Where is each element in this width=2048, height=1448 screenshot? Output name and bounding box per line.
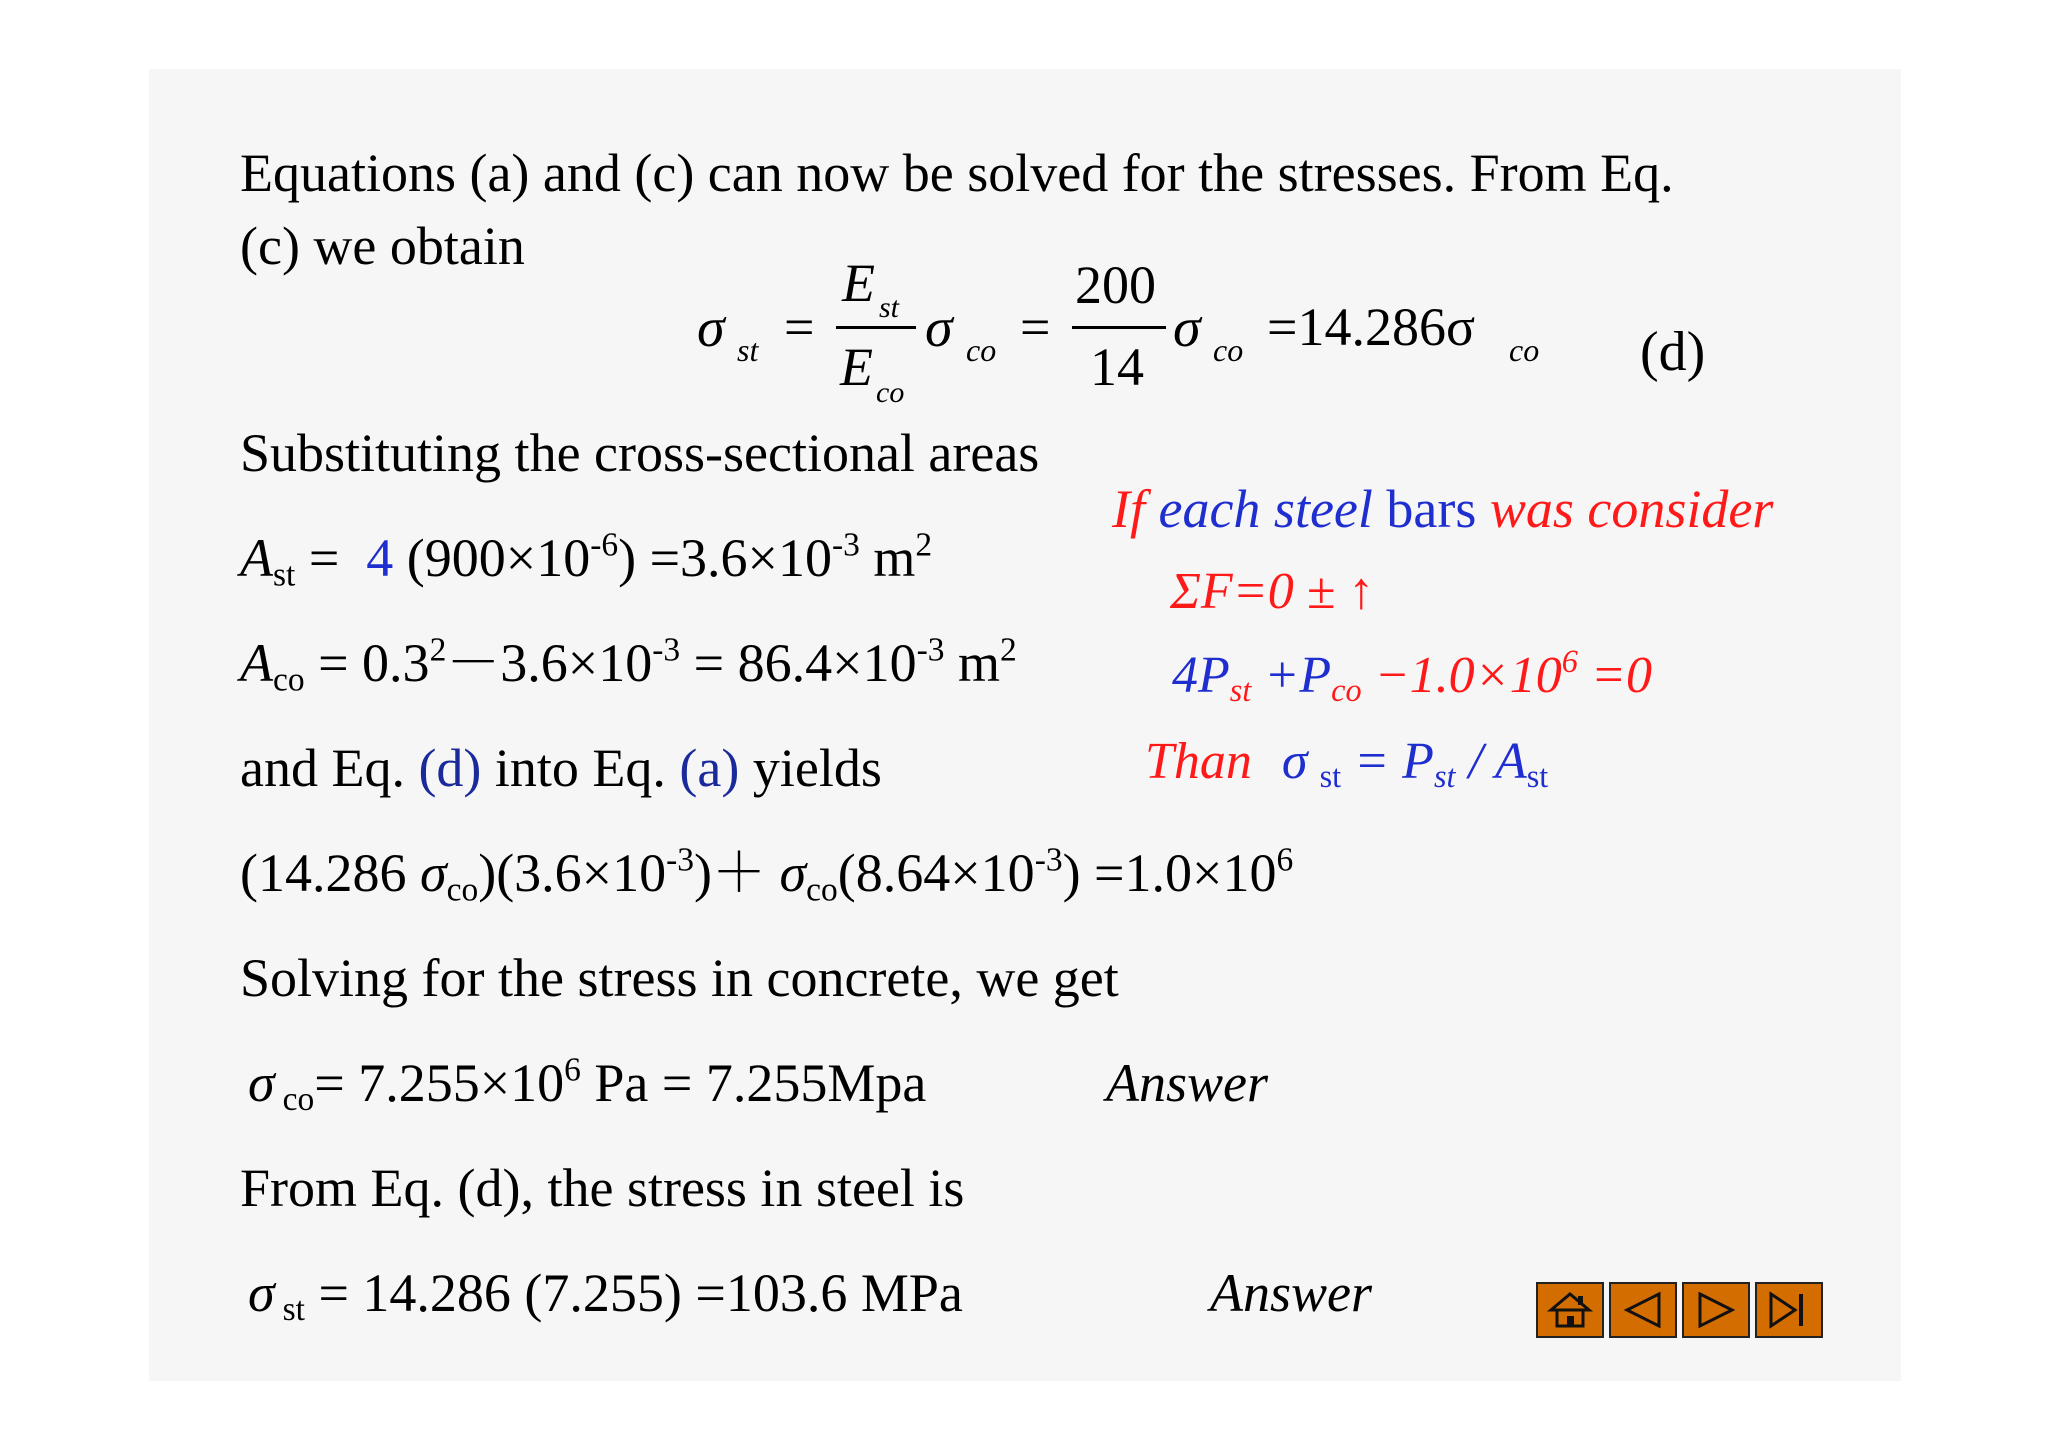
and-eq-line xyxy=(240,738,882,798)
annotation-text: 4P xyxy=(1172,647,1230,704)
previous-icon xyxy=(1621,1290,1665,1330)
annotation-line-4 xyxy=(1145,733,1549,795)
eq-text: (8.64×10 xyxy=(837,843,1035,903)
previous-button[interactable] xyxy=(1609,1282,1677,1338)
home-button[interactable] xyxy=(1536,1282,1604,1338)
text: into Eq. xyxy=(481,738,680,798)
next-button[interactable] xyxy=(1682,1282,1750,1338)
answer-label: Answer xyxy=(1106,1053,1268,1113)
exponent: -3 xyxy=(916,631,945,669)
equals-sign: = xyxy=(784,297,815,357)
subscript-co: co xyxy=(876,376,905,409)
result-text: Pa = 7.255Mpa xyxy=(580,1053,927,1113)
sigma-symbol: σ xyxy=(779,843,807,903)
exponent: 6 xyxy=(564,1051,581,1089)
sigma-symbol: σ xyxy=(925,297,953,359)
area-text: ) =3.6×10 xyxy=(618,528,833,588)
annotation-text: was consider xyxy=(1489,479,1774,539)
result-text: = 7.255×10 xyxy=(314,1053,565,1113)
subscript-co: co xyxy=(1509,332,1540,368)
subscript-co: co xyxy=(806,871,838,909)
subscript-co: co xyxy=(273,661,305,699)
eq-text: ) =1.0×10 xyxy=(1062,843,1277,903)
exponent: 2 xyxy=(915,526,933,564)
subscript-st: st xyxy=(1433,758,1456,795)
subscript-co: co xyxy=(1331,672,1362,709)
sigma-symbol: σ xyxy=(248,1263,275,1323)
substituting-line: Substituting the cross-sectional areas xyxy=(240,423,1040,483)
area-steel-line xyxy=(240,526,933,594)
next-icon xyxy=(1694,1290,1738,1330)
exponent: 6 xyxy=(1561,643,1578,680)
annotation-text: each steel xyxy=(1158,479,1373,539)
from-eq-line: From Eq. (d), the stress in steel is xyxy=(240,1158,965,1218)
fraction-numerator-E: E xyxy=(842,253,875,313)
sigma-st-result xyxy=(248,1263,963,1329)
subscript-co: co xyxy=(446,871,479,909)
equation-label-d: (d) xyxy=(1640,321,1706,383)
unit-text: m xyxy=(944,633,1000,693)
exponent: -3 xyxy=(666,841,695,879)
exponent: -6 xyxy=(590,526,619,564)
bar-count: 4 xyxy=(366,528,394,588)
annotation-line-3 xyxy=(1172,643,1652,709)
solving-line: Solving for the stress in concrete, we get xyxy=(240,948,1119,1008)
annotation-text: / A xyxy=(1455,733,1527,790)
answer-label: Answer xyxy=(1210,1263,1372,1323)
sigma-symbol: σ xyxy=(419,843,447,903)
sigma-symbol: σ xyxy=(248,1053,275,1113)
equation-rhs: =14.286σ xyxy=(1267,297,1476,357)
exponent: -3 xyxy=(1034,841,1063,879)
fraction-bar xyxy=(836,326,916,329)
annotation-line-1 xyxy=(1112,479,1774,539)
annotation-text: bars xyxy=(1372,479,1490,539)
intro-line-1: Equations (a) and (c) can now be solved for the stresses. From Eq. xyxy=(240,143,1674,203)
subscript-st: st xyxy=(1229,672,1252,709)
exponent: -3 xyxy=(652,631,681,669)
subscript-st: st xyxy=(1526,758,1549,795)
annotation-text: −1.0×10 xyxy=(1361,647,1562,704)
A-symbol: A xyxy=(240,633,273,693)
annotation-text: +P xyxy=(1251,647,1332,704)
eq-text: )(3.6×10 xyxy=(478,843,667,903)
sigma-co-result xyxy=(248,1051,927,1119)
area-concrete-line xyxy=(240,631,1017,699)
last-icon xyxy=(1767,1290,1811,1330)
annotation-text: = P xyxy=(1341,733,1434,790)
exponent: 2 xyxy=(429,631,447,669)
area-text: = 0.3 xyxy=(304,633,430,693)
exponent: 2 xyxy=(999,631,1017,669)
area-text: (900×10 xyxy=(393,528,591,588)
subscript-co: co xyxy=(1213,332,1244,368)
fraction-bar xyxy=(1072,326,1166,329)
annotation-text: =0 xyxy=(1577,647,1652,704)
annotation-text: If xyxy=(1112,479,1159,539)
equals-sign: = xyxy=(295,528,367,588)
result-text: = 14.286 (7.255) =103.6 MPa xyxy=(304,1263,963,1323)
exponent: -3 xyxy=(832,526,860,564)
fraction-denominator-E: E xyxy=(840,337,873,397)
subscript-st: st xyxy=(282,1291,305,1329)
intro-line-2: (c) we obtain xyxy=(240,216,525,276)
annotation-line-2: ΣF=0 ± ↑ xyxy=(1170,563,1375,620)
subscript-st: st xyxy=(1319,758,1342,795)
fraction-denominator-14: 14 xyxy=(1090,337,1144,397)
eq-text: )＋ xyxy=(694,843,780,903)
fraction-numerator-200: 200 xyxy=(1075,255,1156,315)
subscript-st: st xyxy=(273,556,296,594)
exponent: 6 xyxy=(1276,841,1294,879)
sigma-symbol: σ xyxy=(697,297,725,359)
eq-text: (14.286 xyxy=(240,843,420,903)
area-text: －3.6×10 xyxy=(446,633,653,693)
sigma-symbol: σ xyxy=(1173,297,1201,359)
unit-text: m xyxy=(859,528,916,588)
home-icon xyxy=(1547,1290,1593,1330)
last-slide-button[interactable] xyxy=(1755,1282,1823,1338)
sigma-symbol: σ xyxy=(1281,733,1308,790)
annotation-text: Than xyxy=(1145,733,1252,790)
subscript-co: co xyxy=(282,1081,315,1119)
text: yields xyxy=(739,738,882,798)
eq-ref-d: (d) xyxy=(418,738,482,798)
subscript-st: st xyxy=(737,332,759,368)
text: and Eq. xyxy=(240,738,419,798)
area-text: = 86.4×10 xyxy=(680,633,917,693)
combined-equation xyxy=(240,841,1294,909)
subscript-co: co xyxy=(966,332,997,368)
equals-sign: = xyxy=(1020,297,1051,357)
A-symbol: A xyxy=(240,528,273,588)
subscript-st: st xyxy=(879,291,900,324)
eq-ref-a: (a) xyxy=(679,738,740,798)
